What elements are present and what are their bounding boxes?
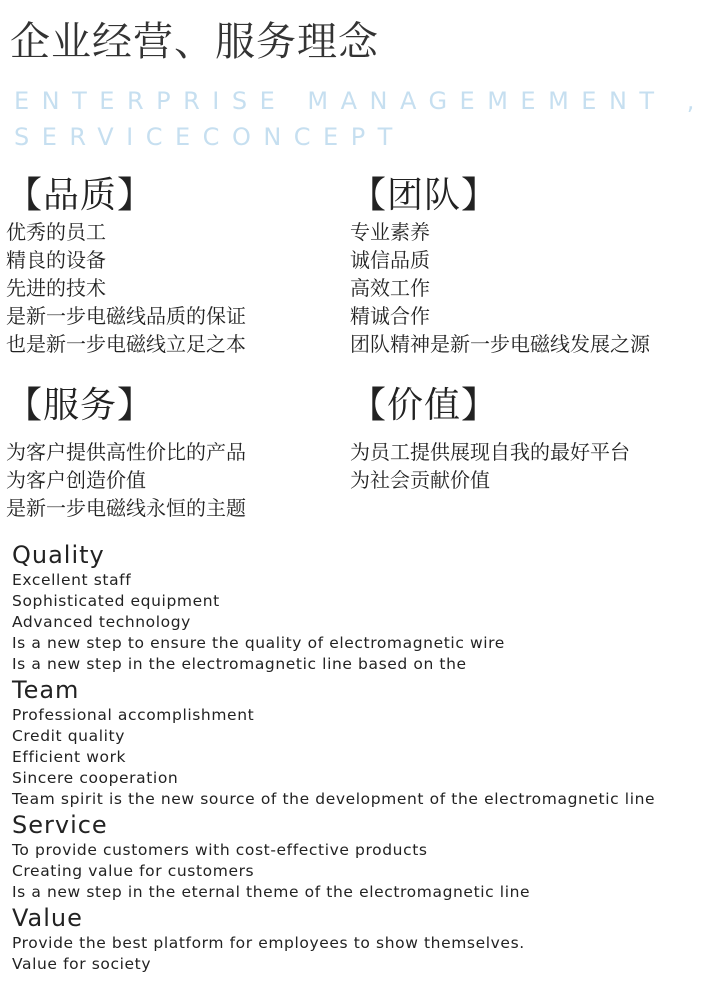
cn-team-line: 精诚合作 <box>350 304 430 328</box>
cn-service-section <box>6 384 246 522</box>
en-quality-line: Sophisticated equipment <box>12 592 220 610</box>
cn-team-heading: 【团队】 <box>350 175 499 216</box>
en-value-line: Value for society <box>12 955 152 973</box>
cn-value-line: 为员工提供展现自我的最好平台 <box>350 440 630 464</box>
en-value-line: Provide the best platform for employees to show themselves. <box>12 934 525 952</box>
cn-quality-line: 精良的设备 <box>6 248 106 272</box>
page-subtitle-line-1: ENTERPRISE MANAGEMEMENT , <box>14 87 707 115</box>
en-service-heading: Service <box>12 811 108 839</box>
cn-quality-line: 优秀的员工 <box>6 220 106 244</box>
cn-service-line: 是新一步电磁线永恒的主题 <box>6 496 246 520</box>
spacer <box>6 428 246 438</box>
cn-quality-line: 先进的技术 <box>6 276 106 300</box>
cn-service-heading: 【服务】 <box>6 385 155 426</box>
en-quality-line: Is a new step to ensure the quality of electromagnetic wire <box>12 634 505 652</box>
cn-service-line: 为客户提供高性价比的产品 <box>6 440 246 464</box>
en-service-line: Creating value for customers <box>12 862 255 880</box>
cn-team-line: 诚信品质 <box>350 248 430 272</box>
cn-team-line: 专业素养 <box>350 220 430 244</box>
spacer <box>350 428 630 438</box>
en-team-line: Team spirit is the new source of the development of the electromagnetic line <box>12 790 656 808</box>
cn-quality-heading: 【品质】 <box>6 175 155 216</box>
page-title: 企业经营、服务理念 <box>10 19 379 65</box>
cn-team-line: 团队精神是新一步电磁线发展之源 <box>350 332 650 356</box>
cn-team-section <box>350 174 650 358</box>
en-quality-heading: Quality <box>12 541 105 569</box>
cn-team-line: 高效工作 <box>350 276 430 300</box>
en-service-line: To provide customers with cost-effective products <box>12 841 428 859</box>
cn-service-line: 为客户创造价值 <box>6 468 146 492</box>
en-quality-line: Is a new step in the electromagnetic line based on the <box>12 655 467 673</box>
en-quality-line: Advanced technology <box>12 613 191 631</box>
en-team-line: Credit quality <box>12 727 125 745</box>
en-team-line: Sincere cooperation <box>12 769 179 787</box>
cn-quality-section <box>6 174 246 358</box>
en-team-line: Efficient work <box>12 748 127 766</box>
en-quality-line: Excellent staff <box>12 571 132 589</box>
en-team-line: Professional accomplishment <box>12 706 255 724</box>
page-subtitle-line-2: SERVICECONCEPT <box>14 123 405 151</box>
en-value-heading: Value <box>12 904 83 932</box>
cn-value-heading: 【价值】 <box>350 385 499 426</box>
cn-quality-line: 也是新一步电磁线立足之本 <box>6 332 246 356</box>
cn-value-line: 为社会贡献价值 <box>350 468 490 492</box>
en-service-line: Is a new step in the eternal theme of the electromagnetic line <box>12 883 531 901</box>
cn-value-section <box>350 384 630 494</box>
en-team-heading: Team <box>12 676 80 704</box>
cn-quality-line: 是新一步电磁线品质的保证 <box>6 304 246 328</box>
en-section <box>12 540 712 975</box>
